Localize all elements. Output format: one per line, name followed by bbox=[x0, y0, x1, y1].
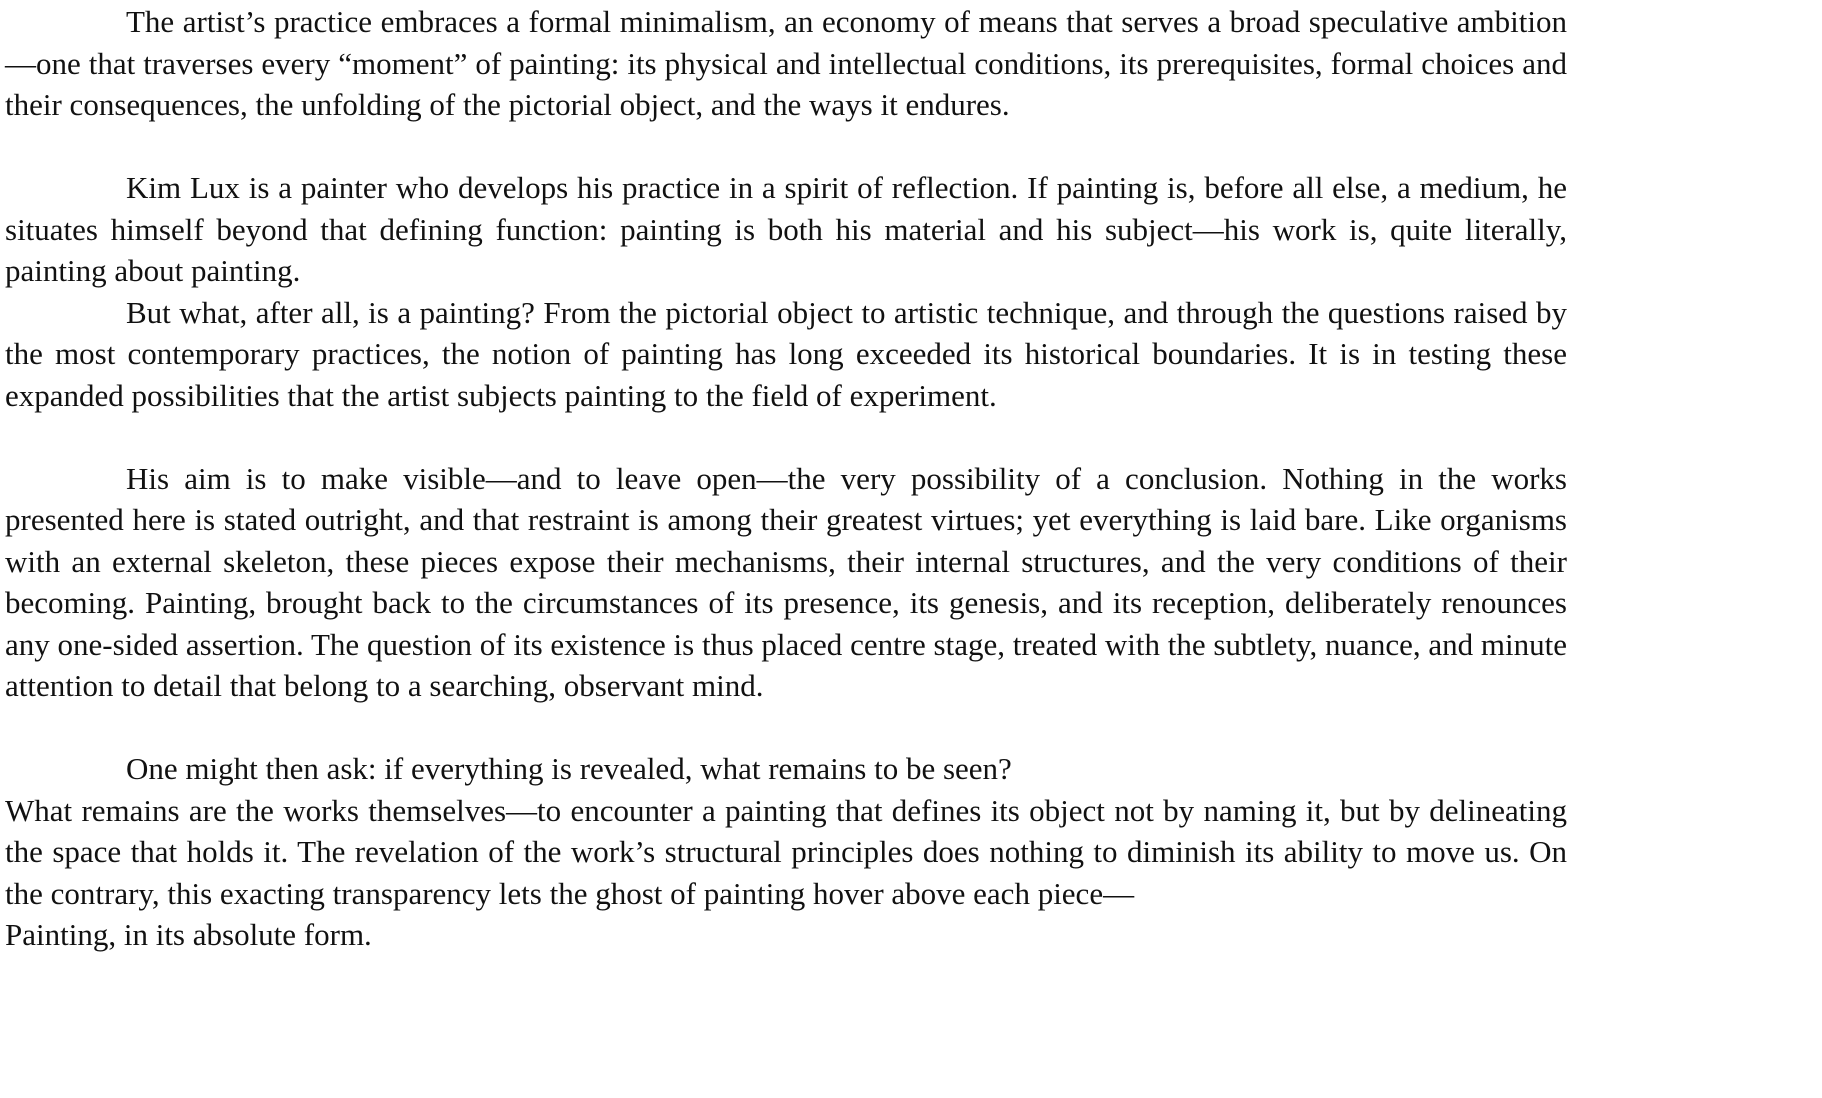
paragraph-kim-lux: Kim Lux is a painter who develops his practice in a spirit of reflection. If painting is, before all else, a medium, he situates himself beyond that defining function: painting is both his material and his subject—his work is, quite literally, painting about painting. bbox=[5, 170, 1567, 288]
paragraph-what-remains: What remains are the works themselves—to encounter a painting that defines its object not by naming it, but by delineating the space that holds it. The revelation of the work’s structural principles does nothing to diminish its ability to move us. On the contrary, this exacting transparency lets the ghost of painting hover above each piece— bbox=[5, 792, 1567, 911]
paragraph-what-is-painting: But what, after all, is a painting? From the pictorial object to artistic technique, and through the questions raised by the most contemporary practices, the notion of painting has long exceeded its historical boundaries. It is in testing these expanded possibilities that the artist subjects painting to the field of experiment. bbox=[5, 294, 1567, 413]
paragraph-spacer bbox=[5, 707, 1567, 749]
paragraph-closing: Painting, in its absolute form. bbox=[5, 917, 372, 952]
paragraph-question: One might then ask: if everything is revealed, what remains to be seen? bbox=[126, 751, 1012, 786]
paragraph-aim: His aim is to make visible—and to leave open—the very possibility of a conclusion. Nothing in the works presented here is stated outright, and that restraint is among their greatest virtues; yet everything is laid bare. Like organisms with an external skeleton, these pieces expose their mechanisms, their internal structures, and the very conditions of their becoming. Painting, brought back to the circumstances of its presence, its genesis, and its reception, deliberately renounces any one-sided assertion. The question of its existence is thus placed centre stage, treated with the subtlety, nuance, and minute attention to detail that belong to a searching, observant mind. bbox=[5, 460, 1567, 703]
document-body bbox=[5, 0, 1567, 956]
paragraph-spacer bbox=[5, 126, 1567, 168]
paragraph-intro: The artist’s practice embraces a formal minimalism, an economy of means that serves a broad speculative ambition—one that traverses every “moment” of painting: its physical and intellectual conditions, its prerequisites, formal choices and their consequences, the unfolding of the pictorial object, and the ways it endures. bbox=[5, 4, 1567, 122]
paragraph-spacer bbox=[5, 416, 1567, 458]
